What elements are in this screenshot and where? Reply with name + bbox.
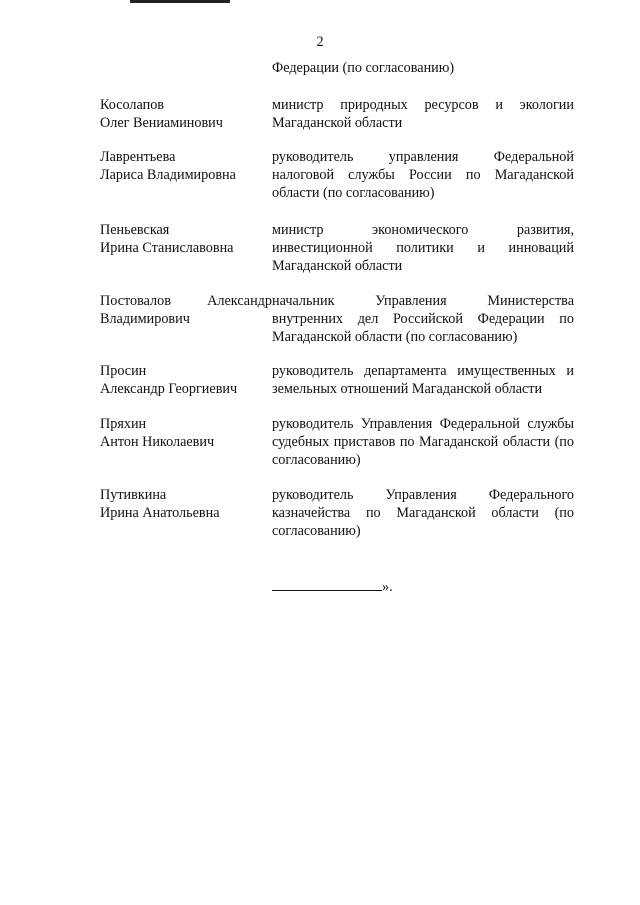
top-edge-rule	[130, 0, 230, 3]
signature-underline	[272, 576, 382, 591]
list-item	[100, 292, 574, 346]
member-name: Лаврентьева Лариса Владимировна	[100, 149, 236, 183]
member-name: Путивкина Ирина Анатольевна	[100, 487, 220, 521]
list-item	[100, 415, 574, 469]
continuation-text: Федерации (по согласованию)	[272, 60, 455, 76]
member-name: Пеньевская Ирина Станиславовна	[100, 222, 234, 256]
members-list	[100, 96, 574, 556]
member-name: Косолапов Олег Вениаминович	[100, 97, 223, 131]
list-item	[100, 221, 574, 275]
member-name: Постовалов Александр Владимирович	[100, 293, 272, 327]
member-role: руководитель Управления Федерального казначейства по Магаданской области (по согласованию)	[272, 487, 574, 539]
member-name: Пряхин Антон Николаевич	[100, 416, 215, 450]
member-role: руководитель управления Федеральной налоговой службы России по Магаданской области (по согласованию)	[272, 149, 574, 201]
list-item	[100, 362, 574, 398]
member-role: министр экономического развития, инвестиционной политики и инноваций Магаданской области	[272, 222, 574, 274]
member-role: министр природных ресурсов и экологии Магаданской области	[272, 97, 574, 131]
closing-line	[272, 576, 393, 596]
closing-quote-mark: ».	[382, 579, 393, 595]
list-item	[100, 486, 574, 540]
list-item	[100, 148, 574, 202]
member-role: руководитель департамента имущественных и земельных отношений Магаданской области	[272, 363, 574, 397]
member-role: начальник Управления Министерства внутренних дел Российской Федерации по Магаданской области (по согласованию)	[272, 293, 574, 345]
member-name: Просин Александр Георгиевич	[100, 363, 238, 397]
list-item	[100, 96, 574, 132]
page-number: 2	[316, 34, 324, 50]
member-role: руководитель Управления Федеральной службы судебных приставов по Магаданской области (по согласованию)	[272, 416, 574, 468]
